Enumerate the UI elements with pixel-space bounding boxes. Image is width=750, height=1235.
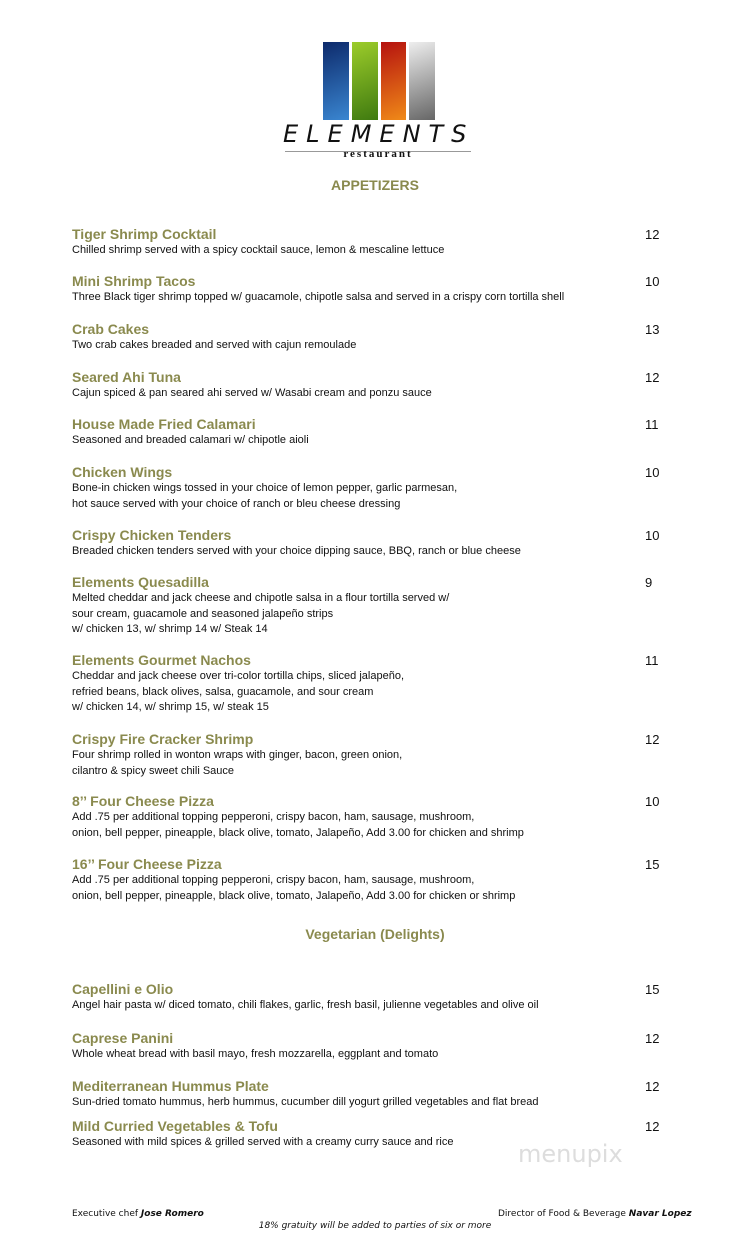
item-name: Mild Curried Vegetables & Tofu [72, 1118, 278, 1134]
item-price: 12 [645, 1079, 660, 1094]
item-description: w/ chicken 14, w/ shrimp 15, w/ steak 15 [72, 701, 269, 713]
item-description: Four shrimp rolled in wonton wraps with ginger, bacon, green onion, [72, 749, 403, 761]
menu-item [72, 574, 672, 638]
executive-chef [72, 1209, 204, 1219]
item-price: 13 [645, 322, 660, 337]
item-price: 12 [645, 732, 660, 747]
item-name: Elements Gourmet Nachos [72, 652, 251, 668]
item-description: onion, bell pepper, pineapple, black olive, tomato, Jalapeño, Add 3.00 for chicken or shrimp [72, 889, 516, 902]
menu-item [72, 731, 672, 779]
menu-item [72, 273, 672, 306]
item-price: 10 [645, 794, 660, 809]
menu-item [72, 981, 672, 1014]
item-name: Tiger Shrimp Cocktail [72, 226, 217, 242]
item-description: cilantro & spicy sweet chili Sauce [72, 764, 235, 777]
item-description: Add .75 per additional topping pepperoni, crispy bacon, ham, sausage, mushroom, [72, 811, 475, 823]
item-price: 10 [645, 274, 660, 289]
item-price: 10 [645, 465, 660, 480]
item-description: Bone-in chicken wings tossed in your choice of lemon pepper, garlic parmesan, [72, 482, 458, 494]
item-name: Crispy Fire Cracker Shrimp [72, 731, 254, 747]
gratuity-note: 18% gratuity will be added to parties of six or more [258, 1221, 492, 1231]
director [498, 1209, 692, 1219]
section-heading: Vegetarian (Delights) [305, 926, 445, 942]
item-description: Breaded chicken tenders served with your choice dipping sauce, BBQ, ranch or blue cheese [72, 545, 521, 557]
item-price: 9 [645, 575, 653, 590]
menu-item [72, 1030, 672, 1063]
item-description: refried beans, black olives, salsa, guacamole, and sour cream [72, 685, 374, 698]
item-name: Mediterranean Hummus Plate [72, 1078, 269, 1094]
item-description: Sun-dried tomato hummus, herb hummus, cucumber dill yogurt grilled vegetables and flat bread [72, 1096, 539, 1108]
menu-item [72, 369, 672, 402]
menu-item [72, 416, 672, 449]
menu-item [72, 652, 672, 716]
item-description: Angel hair pasta w/ diced tomato, chili flakes, garlic, fresh basil, julienne vegetables and olive oil [72, 999, 539, 1011]
item-description: Add .75 per additional topping pepperoni, crispy bacon, ham, sausage, mushroom, [72, 874, 475, 886]
item-name: Crispy Chicken Tenders [72, 527, 232, 543]
item-description: Seasoned with mild spices & grilled served with a creamy curry sauce and rice [72, 1136, 454, 1148]
item-description: hot sauce served with your choice of ranch or bleu cheese dressing [72, 497, 401, 510]
item-name: Crab Cakes [72, 321, 150, 337]
item-price: 12 [645, 1119, 660, 1134]
menu-item [72, 464, 672, 512]
item-name: House Made Fried Calamari [72, 416, 256, 432]
item-price: 12 [645, 370, 660, 385]
item-description: sour cream, guacamole and seasoned jalapeño strips [72, 607, 334, 620]
menu-item [72, 321, 672, 354]
item-price: 15 [645, 982, 660, 997]
item-description: Cajun spiced & pan seared ahi served w/ Wasabi cream and ponzu sauce [72, 387, 432, 399]
director-label: Director of Food & Beverage [498, 1209, 626, 1219]
item-description: Chilled shrimp served with a spicy cocktail sauce, lemon & mescaline lettuce [72, 244, 445, 256]
item-description: Whole wheat bread with basil mayo, fresh mozzarella, eggplant and tomato [72, 1048, 439, 1060]
item-description: Melted cheddar and jack cheese and chipotle salsa in a flour tortilla served w/ [72, 592, 450, 604]
item-price: 10 [645, 528, 660, 543]
item-description: Cheddar and jack cheese over tri-color tortilla chips, sliced jalapeño, [72, 670, 405, 682]
chef-name: Jose Romero [140, 1209, 204, 1219]
item-name: Caprese Panini [72, 1030, 174, 1046]
item-price: 11 [645, 653, 659, 668]
item-price: 15 [645, 857, 660, 872]
menu-item [72, 527, 672, 560]
elements-panels-image [323, 42, 435, 120]
section-heading: APPETIZERS [331, 177, 419, 193]
item-description: w/ chicken 13, w/ shrimp 14 w/ Steak 14 [72, 623, 268, 635]
menu-item [72, 1078, 672, 1111]
menu-item [72, 793, 672, 841]
item-name: Mini Shrimp Tacos [72, 273, 196, 289]
item-name: 16’’ Four Cheese Pizza [72, 856, 222, 872]
item-description: Three Black tiger shrimp topped w/ guacamole, chipotle salsa and served in a crispy corn tortilla shell [72, 291, 565, 303]
item-description: Seasoned and breaded calamari w/ chipotle aioli [72, 434, 309, 446]
item-price: 12 [645, 227, 660, 242]
item-description: onion, bell pepper, pineapple, black olive, tomato, Jalapeño, Add 3.00 for chicken and shrimp [72, 826, 524, 839]
watermark: menupix [518, 1140, 623, 1168]
item-name: Chicken Wings [72, 464, 173, 480]
item-price: 12 [645, 1031, 660, 1046]
item-name: Capellini e Olio [72, 981, 174, 997]
logo-brand: ELEMENTS [283, 120, 475, 148]
restaurant-logo [283, 42, 473, 162]
logo-subtitle: restaurant [343, 148, 413, 160]
item-name: Seared Ahi Tuna [72, 369, 181, 385]
menu-item [72, 226, 672, 259]
chef-label: Executive chef [72, 1209, 139, 1219]
item-name: Elements Quesadilla [72, 574, 209, 590]
item-price: 11 [645, 417, 659, 432]
menu-item [72, 856, 672, 904]
director-name: Navar Lopez [628, 1209, 692, 1219]
item-name: 8’’ Four Cheese Pizza [72, 793, 214, 809]
item-description: Two crab cakes breaded and served with cajun remoulade [72, 339, 357, 351]
